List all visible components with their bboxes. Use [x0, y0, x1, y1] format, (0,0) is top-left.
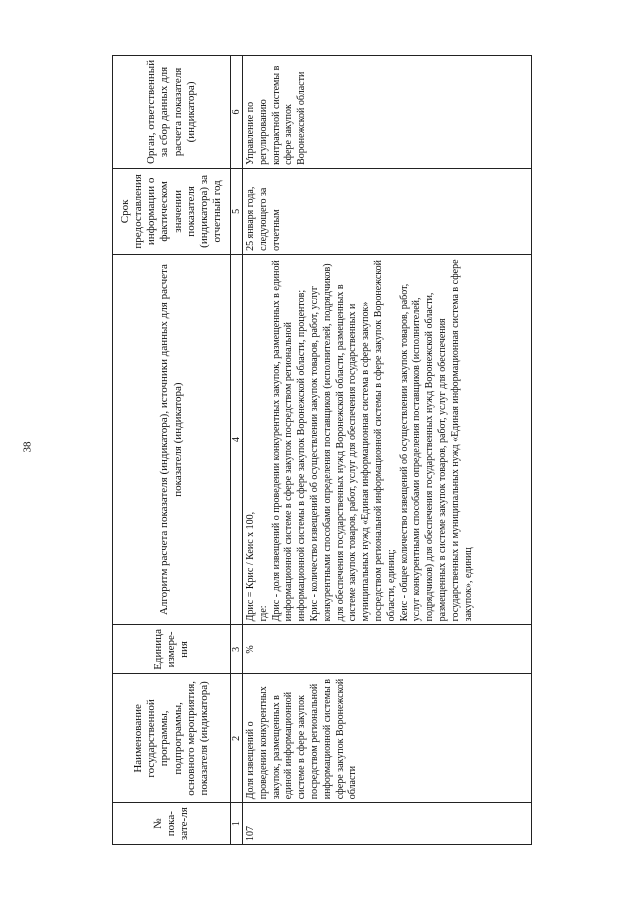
header-algorithm: Алгоритм расчета показателя (индикатора), источники данных для расчета показателя (индикатора) [113, 254, 231, 625]
table-header-row [113, 56, 231, 845]
header-name: Наименование государственной программы, подпрограммы, основного мероприятия, показателя (индикатора) [113, 674, 231, 803]
row-deadline: 25 января года, следующего за отчетным [243, 168, 532, 254]
row-number: 107 [243, 803, 532, 845]
page-number: 38 [21, 441, 34, 453]
indicator-table [112, 55, 532, 845]
header-unit: Единица измере-ния [113, 625, 231, 674]
document-sheet [112, 55, 532, 845]
column-number: 3 [231, 625, 243, 674]
row-indicator-name: Доля извещений о проведении конкурентных закупок, размещенных в единой информационной системе в сфере закупок посредством региональной информационной системы в сфере закупок Воронежской области [243, 674, 532, 803]
column-number-row [231, 56, 243, 845]
formula-definition: Дрис - доля извещений о проведении конкурентных закупок, размещенных в единой информационной системе в сфере закупок посредством региональной информационной системы в сфере закупок Воронежской области, процентов; [270, 260, 308, 622]
row-algorithm [243, 254, 532, 625]
header-responsible: Орган, ответственный за сбор данных для расчета показателя (индикатора) [113, 56, 231, 169]
formula-where: где: [257, 605, 269, 622]
column-number: 2 [231, 674, 243, 803]
header-deadline: Срок предоставления информации о фактическом значении показателя (индикатора) за отчетный год [113, 168, 231, 254]
formula-definition: Крис - количество извещений об осуществлении закупок товаров, работ, услуг конкурентными способами определения поставщиков (исполнителей, подрядчиков) для обеспечения государственных нужд Воронежской области, размещенных в системе закупок товаров, работ, услуг для обеспечения государственных и муниципальных нужд «Единая информационная система в сфере закупок» посредством региональной информационной системы в сфере закупок Воронежской области, единиц; [308, 259, 397, 622]
column-number: 6 [231, 56, 243, 169]
column-number: 4 [231, 254, 243, 625]
column-number: 5 [231, 168, 243, 254]
formula-line: Дрис = Крис / Кеис х 100, [245, 511, 256, 622]
row-responsible: Управление по регулированию контрактной системы в сфере закупок Воронежской области [243, 56, 532, 169]
table-row [243, 56, 532, 845]
header-indicator-number: № пока-зате-ля [113, 803, 231, 845]
column-number: 1 [231, 803, 243, 845]
row-unit: % [243, 625, 532, 674]
formula-definition: Кеис - общее количество извещений об осуществлении закупок товаров, работ, услуг конкурентными способами определения поставщиков (исполнителей, подрядчиков) для обеспечения государственных нужд Воронежской области, размещенных в системе закупок товаров, работ, услуг для обеспечения государственных и муниципальных нужд «Единая информационная система в сфере закупок», единиц [398, 259, 474, 622]
